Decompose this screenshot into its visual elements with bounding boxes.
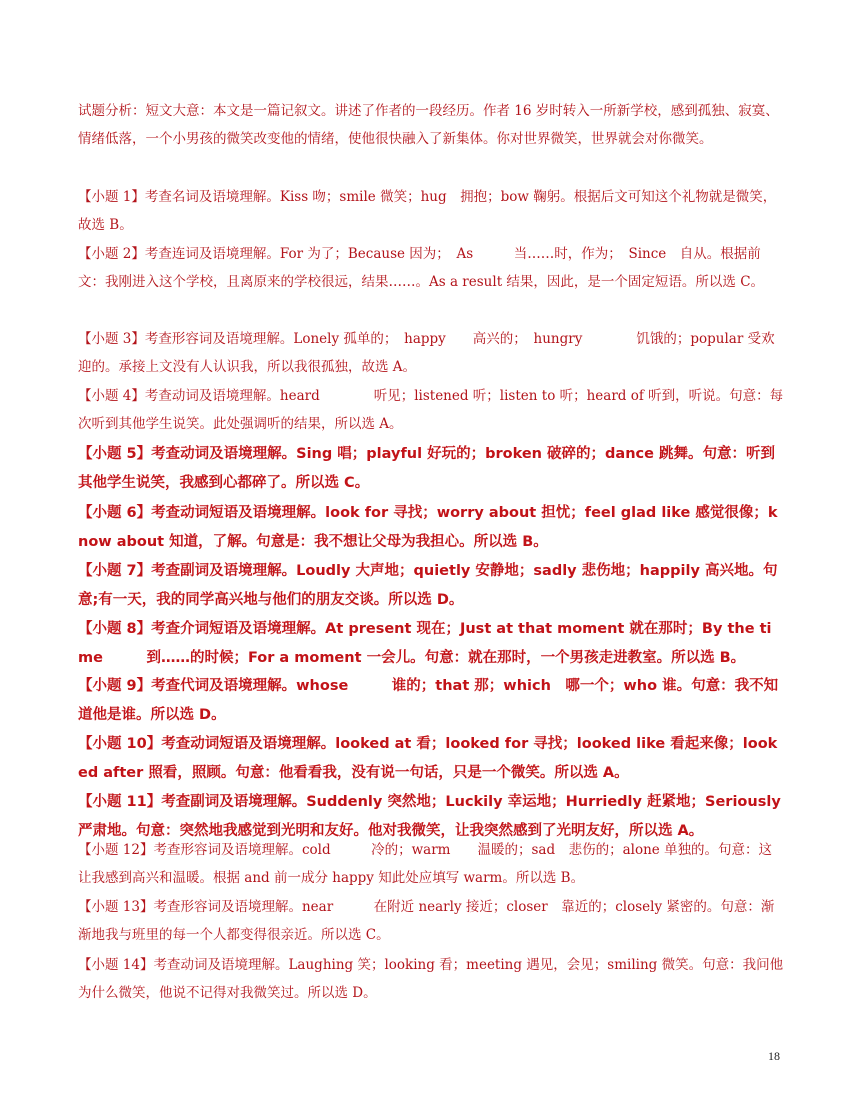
page-number: 18: [768, 1049, 780, 1063]
question-9-explanation: 【小题 9】考查代词及语境理解。whose 谁的；that 那；which 哪一个；who 谁。句意：我不知道他是谁。所以选 D。: [78, 678, 779, 723]
question-5-explanation: 【小题 5】考查动词及语境理解。Sing 唱；playful 好玩的；broken 破碎的；dance 跳舞。句意：听到其他学生说笑，我感到心都碎了。所以选 C。: [78, 446, 776, 491]
analysis-summary: 试题分析：短文大意：本文是一篇记叙文。讲述了作者的一段经历。作者 16 岁时转入一所新学校，感到孤独、寂寞、情绪低落，一个小男孩的微笑改变他的情绪，使他很快融入了新集体。你对世界微笑，世界就会对你微笑。: [78, 103, 779, 147]
question-1-explanation: 【小题 1】考查名词及语境理解。Kiss 吻；smile 微笑；hug 拥抱；bow 鞠躬。根据后文可知这个礼物就是微笑，故选 B。: [78, 189, 777, 233]
question-2-explanation: 【小题 2】考查连词及语境理解。For 为了；Because 因为； As 当……时，作为； Since 自从。根据前文：我刚进入这个学校，且离原来的学校很远，结果……。As a result 结果，因此，是一个固定短语。所以选 C。: [78, 246, 765, 290]
question-7-explanation: 【小题 7】考查副词及语境理解。Loudly 大声地；quietly 安静地；sadly 悲伤地；happily 高兴地。句意;有一天，我的同学高兴地与他们的朋友交谈。所以选 D。: [78, 563, 778, 608]
question-4-explanation: 【小题 4】考查动词及语境理解。heard 听见；listened 听；listen to 听；heard of 听到，听说。句意：每次听到其他学生说笑。此处强调听的结果，所以选 A。: [78, 388, 784, 432]
question-13-explanation: 【小题 13】考查形容词及语境理解。near 在附近 nearly 接近；closer 靠近的；closely 紧密的。句意：渐渐地我与班里的每一个人都变得很亲近。所以选 C。: [78, 899, 775, 943]
question-11-explanation: 【小题 11】考查副词及语境理解。Suddenly 突然地；Luckily 幸运地；Hurriedly 赶紧地；Seriously 严肃地。句意：突然地我感觉到光明和友好。他对我微笑，让我突然感到了光明友好，所以选 A。: [78, 794, 781, 839]
question-10-explanation: 【小题 10】考查动词短语及语境理解。looked at 看；looked for 寻找；looked like 看起来像；looked after 照看，照顾。句意：他看看我，没有说一句话，只是一个微笑。所以选 A。: [78, 736, 778, 781]
question-14-explanation: 【小题 14】考查动词及语境理解。Laughing 笑；looking 看；meeting 遇见，会见；smiling 微笑。句意：我问他为什么微笑，他说不记得对我微笑过。所以选 D。: [78, 957, 784, 1001]
question-3-explanation: 【小题 3】考查形容词及语境理解。Lonely 孤单的； happy 高兴的； hungry 饥饿的；popular 受欢迎的。承接上文没有人认识我，所以我很孤独，故选 A。: [78, 331, 775, 375]
question-8-explanation: 【小题 8】考查介词短语及语境理解。At present 现在；Just at that moment 就在那时；By the time 到……的时候；For a moment 一会儿。句意：就在那时，一个男孩走进教室。所以选 B。: [78, 621, 772, 666]
question-12-explanation: 【小题 12】考查形容词及语境理解。cold 冷的；warm 温暖的；sad 悲伤的；alone 单独的。句意：这让我感到高兴和温暖。根据 and 前一成分 happy 知此处应填写 warm。所以选 B。: [78, 842, 773, 886]
question-6-explanation: 【小题 6】考查动词短语及语境理解。look for 寻找；worry about 担忧；feel glad like 感觉很像；know about 知道，了解。句意是：我不想让父母为我担心。所以选 B。: [78, 505, 778, 550]
